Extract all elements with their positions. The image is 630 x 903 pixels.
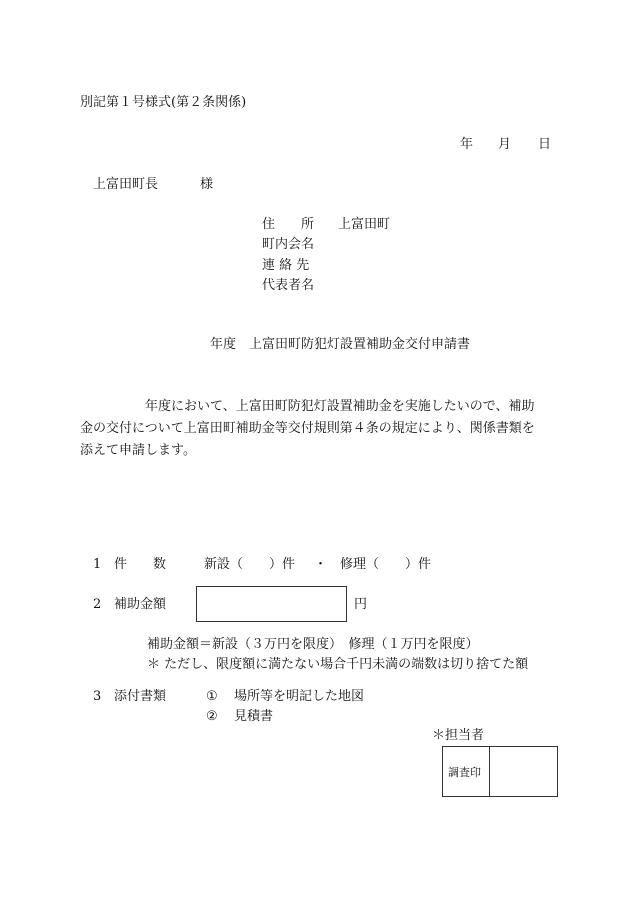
staff-label: ＊担当者 <box>432 728 485 743</box>
association-label: 町内会名 <box>262 237 315 252</box>
application-body <box>80 396 552 462</box>
amount-note-2: ＊ ただし、限度額に満たない場合千円未満の端数は切り捨てた額 <box>147 657 529 672</box>
address-label: 住 所 <box>262 217 315 232</box>
attachment-2-mark: ② <box>206 709 218 724</box>
item-count-separator: ・ <box>314 557 328 572</box>
representative-label: 代表者名 <box>262 278 315 293</box>
addressee-name: 上富田町長 <box>93 177 159 192</box>
inspection-stamp-divider <box>489 746 490 797</box>
addressee-honorific: 様 <box>200 177 214 192</box>
amount-input-box[interactable] <box>196 586 347 622</box>
document-title: 年度 上富田町防犯灯設置補助金交付申請書 <box>210 337 471 352</box>
date-day: 日 <box>538 137 552 152</box>
attachment-1-mark: ① <box>206 689 218 704</box>
inspection-stamp-cell[interactable] <box>491 747 557 796</box>
body-line-2: 金の交付について上富田町補助金等交付規則第４条の規定により、関係書類を <box>80 421 535 436</box>
attachment-1-text: 場所等を明記した地図 <box>234 689 365 704</box>
item-amount-number: 2 <box>93 597 102 612</box>
amount-note-1: 補助金額＝新設（３万円を限度） 修理（１万円を限度） <box>147 637 479 652</box>
address-value: 上富田町 <box>338 217 391 232</box>
item-count-number: 1 <box>93 557 102 572</box>
body-line-1: 年度において、上富田町防犯灯設置補助金を実施したいので、補助 <box>80 399 535 414</box>
item-count-label: 件 数 <box>114 557 167 572</box>
item-count-repair: 修理（ ）件 <box>340 557 432 572</box>
attachment-2-text: 見積書 <box>234 709 274 724</box>
form-id: 別記第１号様式(第２条関係) <box>80 95 247 110</box>
item-count-new: 新設（ ）件 <box>204 557 296 572</box>
inspection-stamp-label: 調査印 <box>448 766 481 779</box>
date-month: 月 <box>498 137 512 152</box>
body-line-3: 添えて申請します。 <box>80 443 196 458</box>
amount-unit: 円 <box>354 597 368 612</box>
contact-label: 連 絡 先 <box>262 258 310 273</box>
item-attachments-label: 添付書類 <box>114 689 167 704</box>
date-year: 年 <box>460 137 474 152</box>
item-attachments-number: 3 <box>93 689 102 704</box>
item-amount-label: 補助金額 <box>114 597 167 612</box>
